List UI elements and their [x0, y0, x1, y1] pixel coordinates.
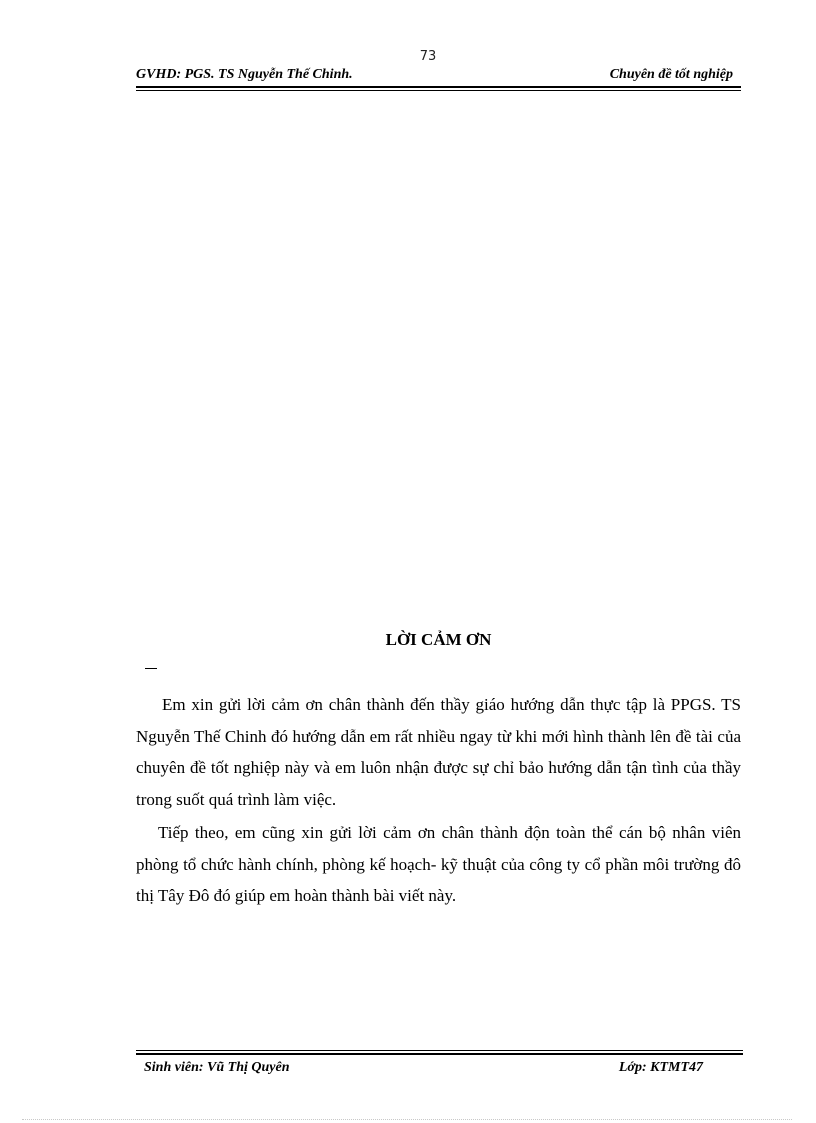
header-rule [136, 86, 741, 88]
body-text [136, 689, 741, 912]
footer-student: Sinh viên: Vũ Thị Quyên [144, 1060, 290, 1075]
footer-class: Lớp: KTMT47 [618, 1060, 703, 1075]
header-row [136, 66, 741, 84]
header-supervisor: GVHD: PGS. TS Nguyễn Thế Chinh. [136, 67, 353, 82]
page-title: LỜI CẢM ƠN [385, 630, 492, 649]
page-header [136, 66, 741, 88]
footer-rule [136, 1050, 743, 1051]
page-number: 73 [419, 49, 437, 64]
page-edge-divider [22, 1119, 792, 1120]
page-footer [136, 1050, 743, 1076]
paragraph-2: Tiếp theo, em cũng xin gửi lời cảm ơn chân thành độn toàn thể cán bộ nhân viên phòng tổ chức hành chính, phòng kế hoạch- kỹ thuật của công ty cổ phần môi trường đô thị Tây Đô đó giúp em hoàn thành bài viết này. [136, 823, 741, 905]
dash-mark [145, 668, 157, 669]
header-document-type: Chuyên đề tốt nghiệp [609, 67, 733, 82]
paragraph-1: Em xin gửi lời cảm ơn chân thành đến thầy giáo hướng dẫn thực tập là PPGS. TS Nguyễn Thế Chinh đó hướng dẫn em rất nhiều ngay từ khi mới hình thành lên đề tài của chuyên đề tốt nghiệp này và em luôn nhận được sự chỉ bảo hướng dẫn tận tình của thầy trong suốt quá trình làm việc. [136, 695, 741, 809]
footer-row [136, 1060, 743, 1076]
